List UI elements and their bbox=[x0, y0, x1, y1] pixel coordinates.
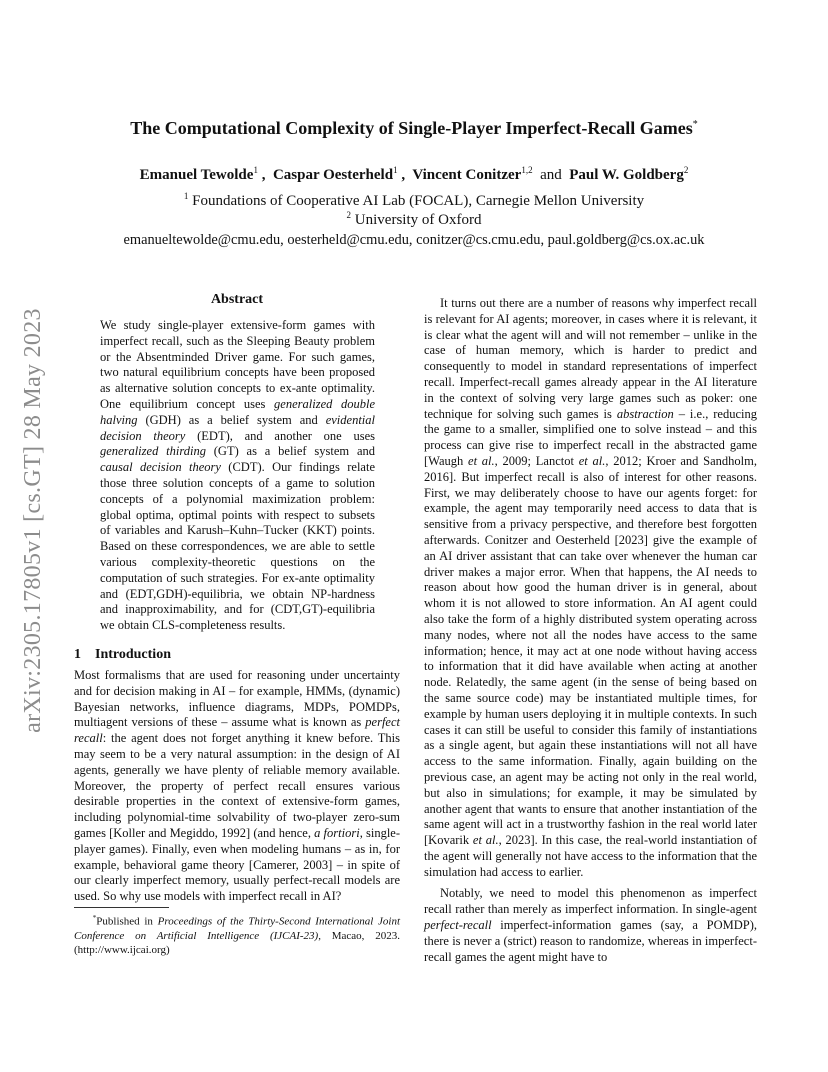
affiliation-line bbox=[60, 191, 768, 210]
section-heading-introduction bbox=[74, 647, 400, 663]
author-name: Paul W. Goldberg bbox=[569, 167, 684, 183]
body-paragraph: Notably, we need to model this phenomenon as imperfect recall rather than merely as imperfect information. In single-agent perfect-recall imperfect-information games (say, a POMDP), there is never a (strict) reason to randomize, whereas in imperfect-recall games the agent might have to bbox=[424, 886, 757, 964]
emphasis-text: abstraction bbox=[616, 406, 674, 421]
emphasis-text: Proceedings of the Thirty-Second International Joint Conference on Artificial Intelligence (IJCAI-23) bbox=[74, 915, 401, 942]
author-emails: emanueltewolde@cmu.edu, oesterheld@cmu.edu, conitzer@cs.cmu.edu, paul.goldberg@cs.ox.ac.uk bbox=[123, 232, 705, 248]
section-title: Introduction bbox=[95, 647, 171, 662]
emphasis-text: causal decision theory bbox=[100, 460, 221, 475]
title-footnote-mark: * bbox=[692, 119, 698, 130]
emphasis-text: generalized double halving bbox=[100, 396, 376, 427]
emphasis-text: generalized thirding bbox=[100, 444, 206, 459]
arxiv-stamp-text: arXiv:2305.17805v1 [cs.GT] 28 May 2023 bbox=[19, 307, 46, 733]
emphasis-text: et al. bbox=[468, 453, 495, 468]
body-paragraph: It turns out there are a number of reasons why imperfect recall is relevant for AI agents; moreover, in cases where it is relevant, it is clear what the agent will and will not remember – unlike in the case of human memory, which is harder to predict and consequently to model in standard representations of imperfect recall. Imperfect-recall games already appear in the AI literature in the context of solving very large games such as poker: one technique for solving such games is abstraction – i.e., reducing the game to a smaller, simplified one to solve instead – and this process can give rise to imperfect recall in the abstracted game [Waugh et al., 2009; Lanctot et al., 2012; Kroer and Sandholm, 2016]. But imperfect recall is also of interest for other reasons. First, we may deliberately choose to have our agents forget: for example, the agent may temporarily need access to data that is sensitive from a privacy perspective, and therefore best forgotten afterwards. Conitzer and Oesterheld [2023] give the example of an AI driver assistant that can take over whenever the human car driver makes a major error. When that happens, the AI needs to reason about how good the human driver is in general, about whom it is not allowed to store information. An AI agent could also take the form of a highly distributed system operating across many nodes, where not all the nodes have access to the same information; hence, it may act at one node without having access to information that it did have available when acting at another node. Relatedly, the same agent (in the sense of being based on the same source code) may be instantiated multiple times, for example by human users deploying it in multiple contexts. In such cases it can still be useful to consider this family of instantiations as a single agent, but again these instantiations will not all have access to the same information. Finally, again building on the previous case, an agent may be acting not only in the real world, but also in simulations; for example, it may be simulated by another agent that wants to ensure that another instantiation of the same agent will act in a trustworthy fashion in the real world later [Kovarik et al., 2023]. In this case, the real-world instantiation of the agent will generally not have access to the information that the simulation had access to earlier. bbox=[424, 296, 758, 879]
emphasis-text: perfect-recall bbox=[424, 918, 492, 933]
arxiv-identifier-stamp bbox=[8, 280, 58, 760]
paper-title-text: The Computational Complexity of Single-Player Imperfect-Recall Games bbox=[130, 118, 693, 138]
affiliation-number: 1 bbox=[183, 191, 189, 201]
author-name: Emanuel Tewolde bbox=[139, 167, 254, 183]
emphasis-text: et al. bbox=[472, 833, 499, 848]
emphasis-text: evidential decision theory bbox=[100, 412, 375, 443]
abstract-heading: Abstract bbox=[210, 292, 264, 307]
paper-title bbox=[60, 118, 768, 139]
author-affiliation-mark: 1 bbox=[393, 165, 398, 175]
author-conjunction: and bbox=[540, 167, 562, 183]
right-column-body bbox=[424, 296, 757, 965]
author-affiliation-mark: 1,2 bbox=[521, 165, 533, 175]
author-affiliation-mark: 2 bbox=[683, 165, 689, 175]
title-footnote bbox=[74, 911, 400, 957]
affiliation-text: University of Oxford bbox=[354, 212, 482, 228]
author-name: Caspar Oesterheld bbox=[272, 167, 394, 183]
emphasis-text: et al. bbox=[578, 453, 606, 468]
affiliation-number: 2 bbox=[346, 210, 352, 220]
introduction-body bbox=[74, 668, 400, 905]
author-affiliation-mark: 1 bbox=[253, 165, 258, 175]
author-list: Emanuel Tewolde$^1$ , Caspar Oesterheld$^1$ , Vincent Conitzer$^{1,2}$ and Paul W. Goldberg$^2$ bbox=[139, 165, 689, 183]
introduction-paragraph: Most formalisms that are used for reasoning under uncertainty and for decision making in AI – for example, HMMs, (dynamic) Bayesian networks, influence diagrams, MDPs, POMDPs, multiagent versions of these – assume what is known as perfect recall: the agent does not forget anything it knew before. This may seem to be a very natural assumption: in the design of AI agents, generally we have plenty of reliable memory available. Moreover, the property of perfect recall ensures various desirable properties in the context of extensive-form games, including polynomial-time solvability of two-player zero-sum games [Koller and Megiddo, 1992] (and hence, a fortiori, single-player games). Finally, even when modeling humans – as in, for example, behavioral game theory [Camerer, 2003] – in spite of our clearly imperfect memory, usually perfect-recall models are used. So why use models with imperfect recall in AI? bbox=[74, 668, 400, 904]
author-name: Vincent Conitzer bbox=[412, 167, 522, 183]
abstract-paragraph: We study single-player extensive-form games with imperfect recall, such as the Sleeping Beauty problem or the Absentminded Driver game. For such games, two natural equilibrium concepts have been proposed as alternative solution concepts to ex-ante optimality. One equilibrium concept uses generalized double halving (GDH) as a belief system and evidential decision theory (EDT), and another one uses generalized thirding (GT) as a belief system and causal decision theory (CDT). Our findings relate those three solution concepts of a game to solution concepts of a polynomial maximization problem: global optima, optimal points with respect to subsets of variables and Karush–Kuhn–Tucker (KKT) points. Based on these correspondences, we are able to settle various complexity-theoretic questions on the computation of such strategies. For ex-ante optimality and (EDT,GDH)-equilibria, we obtain NP-hardness and inapproximability, and for (CDT,GT)-equilibria we obtain CLS-completeness results. bbox=[100, 318, 376, 633]
abstract-body bbox=[100, 318, 375, 634]
footnote-mark: * bbox=[92, 914, 97, 922]
affiliation-text: Foundations of Cooperative AI Lab (FOCAL), Carnegie Mellon University bbox=[192, 193, 645, 209]
affiliation-line bbox=[60, 210, 768, 229]
footnote-text: Published in Proceedings of the Thirty-Second International Joint Conference on Artificial Intelligence (IJCAI-23), Macao, 2023. (http://www.ijcai.org) bbox=[74, 915, 401, 956]
emphasis-text: perfect recall bbox=[74, 715, 400, 746]
footnote-rule bbox=[74, 907, 169, 908]
emphasis-text: a fortiori bbox=[314, 825, 360, 840]
section-number: 1 bbox=[74, 647, 81, 662]
